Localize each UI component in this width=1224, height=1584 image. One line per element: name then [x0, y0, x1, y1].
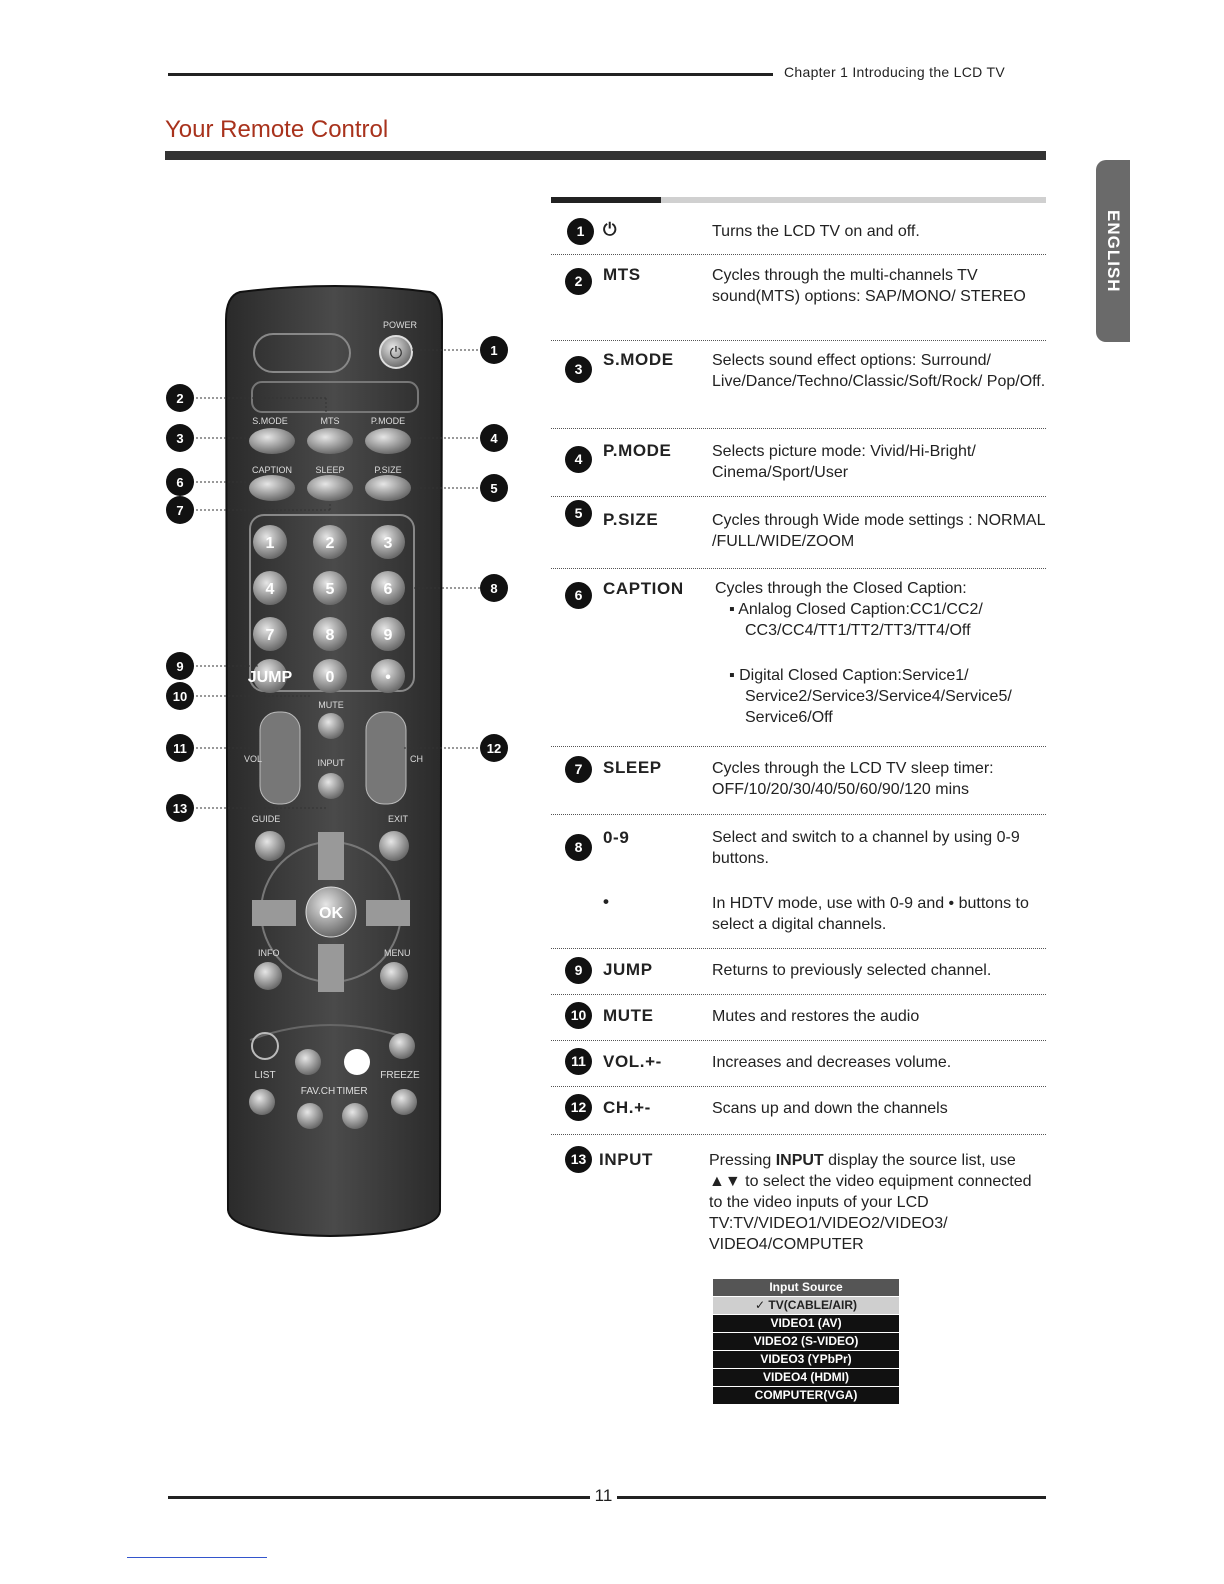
mute-label: MUTE	[318, 700, 344, 710]
menu-label: MENU	[384, 948, 411, 958]
row-badge: 5	[565, 500, 592, 527]
favch-label: FAV.CH	[300, 1086, 336, 1097]
row-badge: 11	[565, 1048, 592, 1075]
callout-number: 12	[486, 741, 502, 756]
input-source-menu	[713, 1279, 899, 1405]
callout-number: 3	[176, 431, 184, 446]
timer-label: TIMER	[336, 1086, 368, 1097]
callout-number: 11	[173, 741, 187, 756]
row-description: Increases and decreases volume.	[712, 1054, 952, 1071]
table-row	[551, 568, 1046, 747]
row-description	[715, 578, 1049, 728]
digit-button-label: 8	[325, 627, 335, 644]
input-source-item: VIDEO2 (S-VIDEO)	[713, 1333, 899, 1350]
callout-number: 6	[176, 475, 184, 490]
row-description: Selects sound effect options: Surround/ Live/Dance/Techno/Classic/Soft/Rock/ Pop/Off.	[712, 352, 1046, 390]
pmode-button	[365, 428, 411, 454]
digit-button-label: 4	[265, 581, 275, 598]
row-key: P.MODE	[603, 441, 672, 460]
ok-label: OK	[319, 905, 343, 922]
power-label: POWER	[382, 320, 418, 330]
input-source-selected: ✓ TV(CABLE/AIR)	[713, 1297, 899, 1314]
row-key: MTS	[603, 265, 641, 284]
row-badge: 4	[565, 446, 592, 473]
chapter-heading: Chapter 1 Introducing the LCD TV	[784, 64, 1006, 80]
caption-intro: Cycles through the Closed Caption:	[715, 580, 967, 597]
row-key: MUTE	[603, 1006, 654, 1025]
table-row	[551, 496, 1046, 569]
table-row	[551, 814, 1046, 949]
callout-number: 7	[176, 503, 184, 518]
callout-number: 13	[172, 801, 188, 816]
mts-label: MTS	[320, 416, 340, 426]
footer-rule-left	[168, 1496, 590, 1499]
row-key: CH.+-	[603, 1098, 651, 1117]
vol-rocker	[260, 712, 300, 804]
freeze-label: FREEZE	[380, 1070, 420, 1081]
smode-label: S.MODE	[252, 416, 288, 426]
digit-button-label: 3	[383, 535, 393, 552]
ch-label: CH	[410, 754, 423, 764]
dot-description: In HDTV mode, use with 0-9 and • buttons to select a digital channels.	[712, 895, 1029, 933]
list-label: LIST	[254, 1070, 276, 1081]
row-badge: 7	[565, 756, 592, 783]
caption-digital: ▪ Digital Closed Caption:Service1/ Service2/Service3/Service4/Service5/ Service6/Off	[729, 667, 1012, 726]
guide-label: GUIDE	[251, 814, 281, 824]
vol-label: VOL	[244, 754, 263, 764]
table-row	[551, 994, 1046, 1041]
row-badge: 9	[565, 957, 592, 984]
row-key: SLEEP	[603, 758, 662, 777]
callout-number: 10	[172, 689, 188, 704]
row-key: INPUT	[599, 1150, 653, 1169]
row-key: CAPTION	[603, 579, 684, 598]
input-source-item: VIDEO3 (YPbPr)	[713, 1351, 899, 1368]
row-badge: 1	[567, 218, 594, 245]
menu-button	[380, 962, 408, 990]
mute-button	[318, 713, 344, 739]
input-source-header: Input Source	[713, 1279, 899, 1296]
smode-button	[249, 428, 295, 454]
corner-rule	[127, 1557, 267, 1558]
caption-label: CAPTION	[251, 465, 293, 475]
table-row	[551, 746, 1046, 815]
input-button	[318, 773, 344, 799]
info-label: INFO	[258, 948, 280, 958]
row-key: 0-9	[603, 828, 630, 847]
psize-label: P.SIZE	[374, 465, 402, 475]
dot-key: •	[603, 892, 610, 911]
language-tab: ENGLISH	[1096, 160, 1130, 342]
row-description: Pressing INPUT display the source list, use ▲▼ to select the video equipment connected to the video inputs of your LCD TV:TV/VIDEO1/VIDEO2/VIDEO3/ VIDEO4/COMPUTER	[709, 1152, 1032, 1253]
table-row	[551, 254, 1046, 341]
digit-button-label: 0	[325, 669, 335, 686]
digit-button-label: 9	[383, 627, 393, 644]
row-badge: 8	[565, 834, 592, 861]
row-badge: 6	[565, 582, 592, 609]
row-description: Returns to previously selected channel.	[712, 962, 992, 979]
input-source-item: COMPUTER(VGA)	[713, 1387, 899, 1404]
power-icon: ⏻	[603, 220, 618, 239]
table-row	[551, 340, 1046, 429]
table-row	[551, 1040, 1046, 1087]
row-badge: 12	[565, 1094, 592, 1121]
exit-label: EXIT	[387, 814, 409, 824]
row-description: Turns the LCD TV on and off.	[712, 223, 920, 240]
table-top-bar	[551, 197, 1046, 203]
caption-analog: ▪ Anlalog Closed Caption:CC1/CC2/ CC3/CC4/TT1/TT2/TT3/TT4/Off	[729, 601, 983, 639]
row-badge: 13	[565, 1146, 592, 1173]
remote-control-illustration	[0, 0, 560, 1260]
callout-number: 1	[490, 343, 498, 358]
table-row	[551, 1086, 1046, 1135]
sleep-label: SLEEP	[315, 465, 345, 475]
row-key: P.SIZE	[603, 510, 659, 529]
input-source-item: VIDEO4 (HDMI)	[713, 1369, 899, 1386]
row-description: Selects picture mode: Vivid/Hi-Bright/ Cinema/Sport/User	[712, 443, 976, 481]
callout-number: 5	[490, 481, 498, 496]
row-description: Mutes and restores the audio	[712, 1008, 920, 1025]
digit-button-label: 1	[265, 535, 275, 552]
row-key: S.MODE	[603, 350, 674, 369]
table-row	[551, 428, 1046, 497]
row-description: Select and switch to a channel by using 0-9 buttons.	[712, 829, 1020, 867]
row-badge: 2	[565, 268, 592, 295]
callout-number: 9	[176, 659, 184, 674]
ch-rocker	[366, 712, 406, 804]
mts-button	[307, 428, 353, 454]
row-badge: 10	[565, 1002, 592, 1029]
caption-button	[249, 475, 295, 501]
row-description: Cycles through the LCD TV sleep timer: OFF/10/20/30/40/50/60/90/120 mins	[712, 760, 994, 798]
row-badge: 3	[565, 356, 592, 383]
digit-button-label: 6	[383, 581, 393, 598]
row-description: Cycles through Wide mode settings : NORMAL /FULL/WIDE/ZOOM	[712, 512, 1045, 550]
dot-button-label: •	[385, 669, 391, 686]
digit-button-label: 7	[265, 627, 275, 644]
row-description: Scans up and down the channels	[712, 1100, 948, 1117]
psize-button	[365, 475, 411, 501]
page-number: 11	[594, 1486, 613, 1505]
footer-rule-right	[617, 1496, 1046, 1499]
callout-number: 4	[490, 431, 498, 446]
page-title: Your Remote Control	[165, 116, 389, 143]
row-description: Cycles through the multi-channels TV sound(MTS) options: SAP/MONO/ STEREO	[712, 267, 1026, 305]
pmode-label: P.MODE	[370, 416, 406, 426]
digit-button-label: 5	[325, 581, 335, 598]
exit-button	[379, 831, 409, 861]
digit-button-label: 2	[325, 535, 335, 552]
row-key: JUMP	[603, 960, 653, 979]
info-button	[254, 962, 282, 990]
guide-button	[255, 831, 285, 861]
callout-number: 2	[176, 391, 184, 406]
sleep-button	[307, 475, 353, 501]
input-label: INPUT	[317, 758, 345, 768]
row-key: VOL.+-	[603, 1052, 662, 1071]
jump-button-label: JUMP	[247, 669, 293, 686]
table-row	[551, 948, 1046, 995]
callout-number: 8	[490, 581, 498, 596]
table-row	[551, 206, 1046, 255]
power-icon: ⏻	[389, 345, 403, 362]
input-source-item: VIDEO1 (AV)	[713, 1315, 899, 1332]
